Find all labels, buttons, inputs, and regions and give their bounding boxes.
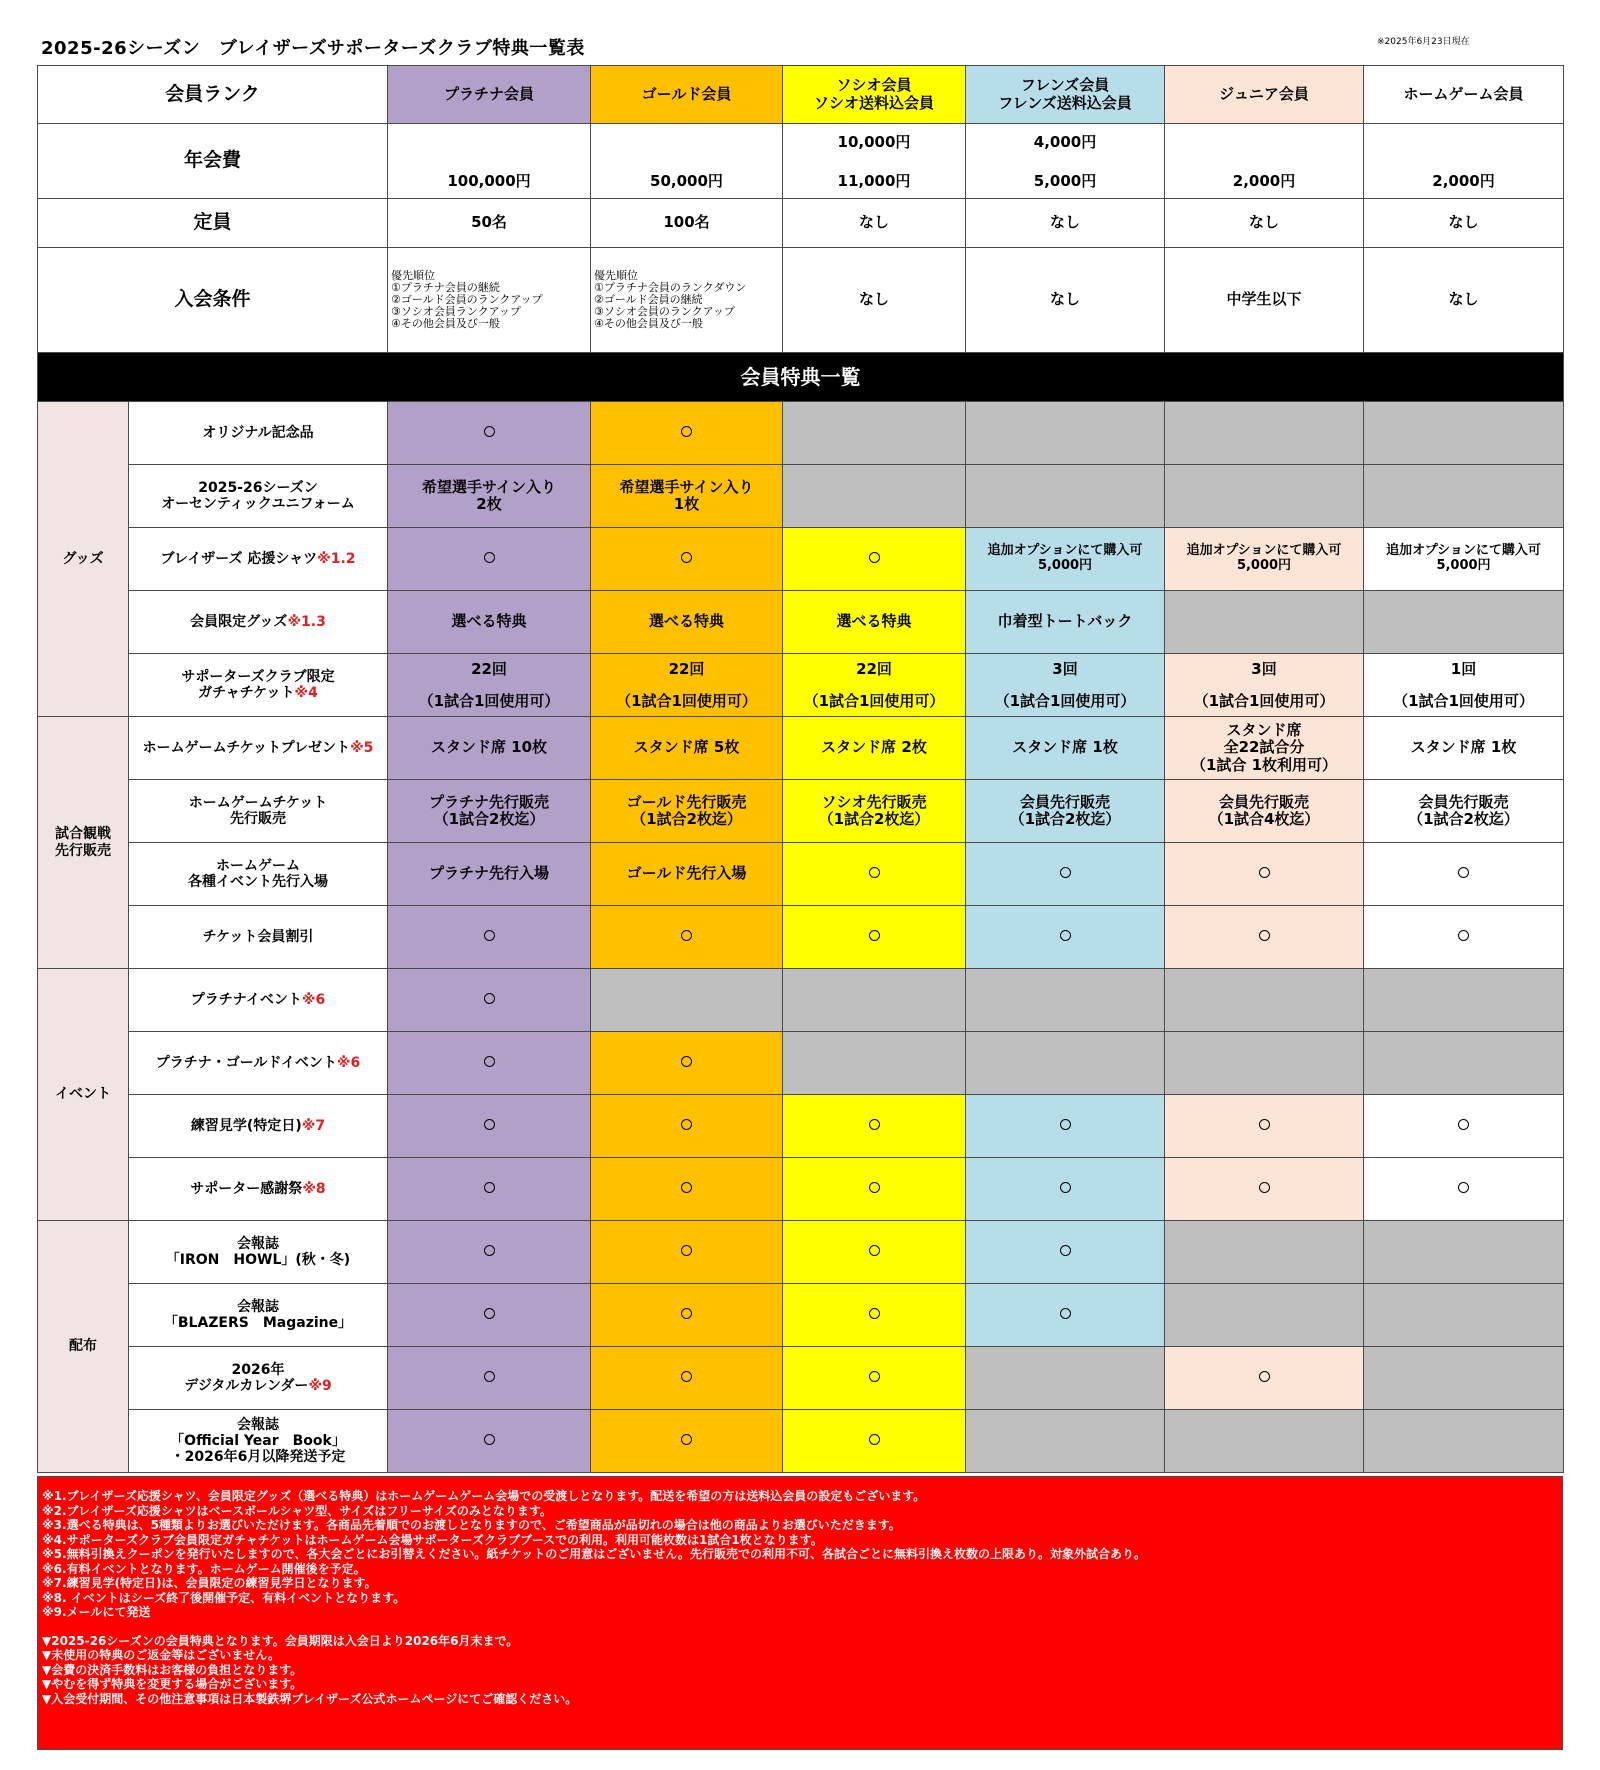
note-line: ※1.ブレイザーズ応援シャツ、会員限定グッズ（選べる特典）はホームゲームゲーム会場での受渡しとなります。配送を希望の方は送料込会員の設定もございます。 — [42, 1489, 926, 1503]
note-line: ※9.メールにて発送 — [42, 1605, 151, 1619]
circle-mark — [1259, 867, 1270, 878]
note-line: ※6.有料イベントとなります。ホームゲーム開催後を予定。 — [42, 1561, 366, 1576]
rank-home: ホームゲーム会員 — [1364, 66, 1564, 124]
gacha-count: 22回 — [668, 660, 705, 678]
row-label: プラチナ・ゴールドイベント※6 — [129, 1032, 388, 1095]
category-events: イベント — [38, 969, 129, 1221]
circle-mark — [681, 1308, 692, 1319]
uniform-gold: 希望選手サイン入り 1枚 — [591, 465, 783, 528]
circle-mark — [484, 552, 495, 563]
conditions-friends: なし — [966, 248, 1165, 353]
rank-platinum: プラチナ会員 — [388, 66, 591, 124]
circle-mark — [869, 1119, 880, 1130]
circle-mark — [484, 1119, 495, 1130]
notice-line: ▼未使用の特典のご返金等はございません。 — [42, 1648, 280, 1662]
circle-mark — [681, 1056, 692, 1067]
circle-mark — [484, 1245, 495, 1256]
notes-panel — [37, 1476, 1563, 1750]
benefits-banner: 会員特典一覧 — [38, 353, 1564, 402]
row-label: 会報誌 「BLAZERS Magazine」 — [129, 1284, 388, 1347]
capacity-value: なし — [1165, 199, 1364, 248]
capacity-value: なし — [966, 199, 1165, 248]
circle-mark — [484, 1056, 495, 1067]
circle-mark — [681, 552, 692, 563]
gacha-count: 22回 — [856, 660, 892, 678]
circle-mark — [1060, 867, 1071, 878]
circle-mark — [484, 426, 495, 437]
fee-socio-shipping: 11,000円 — [837, 171, 911, 190]
notice-line: ▼入会受付期間、その他注意事項は日本製鉄堺ブレイザーズ公式ホームページにてご確認ください。 — [42, 1691, 578, 1706]
row-label: 会報誌 「Official Year Book」 ・2026年6月以降発送予定 — [129, 1410, 388, 1473]
row-label: サポーター感謝祭※8 — [129, 1158, 388, 1221]
row-label: オリジナル記念品 — [129, 402, 388, 465]
fee-home: 2,000円 — [1432, 171, 1495, 190]
capacity-value: なし — [1364, 199, 1564, 248]
note-line: ※2.ブレイザーズ応援シャツはベースボールシャツ型、サイズはフリーサイズのみとなります。 — [42, 1503, 552, 1518]
ticket-present: スタンド席 5枚 — [591, 717, 783, 780]
note-line: ※3.選べる特典は、5種類よりお選びいただけます。各商品先着順でのお渡しとなりますので、ご希望商品が品切れの場合は他の商品よりお選びいただきます。 — [42, 1518, 901, 1532]
presale-value: 会員先行販売 （1試合2枚迄） — [966, 780, 1165, 843]
gacha-sub: （1試合1回使用可） — [1193, 691, 1335, 710]
circle-mark — [869, 552, 880, 563]
circle-mark — [869, 867, 880, 878]
note-line: ※8. イベントはシーズ終了後開催予定、有料イベントとなります。 — [42, 1590, 406, 1605]
circle-mark — [1060, 1182, 1071, 1193]
row-label: ホームゲームチケットプレゼント※5 — [129, 717, 388, 780]
ticket-present: スタンド席 全22試合分 （1試合 1枚利用可） — [1165, 717, 1364, 780]
ticket-present: スタンド席 1枚 — [966, 717, 1165, 780]
row-label: ホームゲームチケット 先行販売 — [129, 780, 388, 843]
choice-benefit: 選べる特典 — [783, 591, 966, 654]
benefits-table — [37, 65, 1564, 1473]
presale-value: 会員先行販売 （1試合4枚迄） — [1165, 780, 1364, 843]
gacha-count: 3回 — [1251, 660, 1277, 678]
rank-junior: ジュニア会員 — [1165, 66, 1364, 124]
circle-mark — [869, 1182, 880, 1193]
row-label: ホームゲーム 各種イベント先行入場 — [129, 843, 388, 906]
capacity-value: なし — [783, 199, 966, 248]
fee-friends-shipping: 5,000円 — [1033, 171, 1097, 190]
circle-mark — [1259, 930, 1270, 941]
circle-mark — [681, 426, 692, 437]
gacha-sub: （1試合1回使用可） — [803, 691, 945, 710]
row-label: 2025-26シーズン オーセンティックユニフォーム — [129, 465, 388, 528]
rank-gold: ゴールド会員 — [591, 66, 783, 124]
ticket-present: スタンド席 2枚 — [783, 717, 966, 780]
row-label: 会員限定グッズ※1.3 — [129, 591, 388, 654]
tote-bag: 巾着型トートバック — [966, 591, 1165, 654]
row-label: 2026年 デジタルカレンダー※9 — [129, 1347, 388, 1410]
notice-line: ▼2025-26シーズンの会員特典となります。会員期限は入会日より2026年6月末まで。 — [42, 1633, 519, 1648]
category-games: 試合観戦 先行販売 — [38, 717, 129, 969]
note-line: ※5.無料引換えクーポンを発行いたしますので、各大会ごとにお引替えください。紙チケットのご用意はございません。先行販売での利用不可、各試合ごとに無料引換え枚数の上限あり。対象外試合あり。 — [42, 1547, 1146, 1561]
early-entry-platinum: プラチナ先行入場 — [388, 843, 591, 906]
circle-mark — [484, 1182, 495, 1193]
circle-mark — [869, 1371, 880, 1382]
page-title: 2025-26シーズン ブレイザーズサポーターズクラブ特典一覧表 — [41, 38, 585, 59]
gacha-sub: （1試合1回使用可） — [994, 691, 1136, 710]
presale-value: ソシオ先行販売 （1試合2枚迄） — [783, 780, 966, 843]
conditions-platinum: 優先順位 ①プラチナ会員の継続 ②ゴールド会員のランクアップ ③ソシオ会員ランクアップ ④その他会員及び一般 — [388, 248, 591, 353]
shirt-option: 追加オプションにて購入可 5,000円 — [966, 528, 1165, 591]
circle-mark — [869, 1434, 880, 1445]
choice-benefit: 選べる特典 — [388, 591, 591, 654]
category-distribution: 配布 — [38, 1221, 129, 1473]
shirt-option: 追加オプションにて購入可 5,000円 — [1165, 528, 1364, 591]
fee-friends: 4,000円 — [1033, 133, 1097, 151]
gacha-sub: （1試合1回使用可） — [1393, 691, 1534, 710]
circle-mark — [1259, 1371, 1270, 1382]
fee-junior: 2,000円 — [1232, 171, 1296, 190]
row-label: ブレイザーズ 応援シャツ※1.2 — [129, 528, 388, 591]
presale-value: ゴールド先行販売 （1試合2枚迄） — [591, 780, 783, 843]
conditions-home: なし — [1364, 248, 1564, 353]
circle-mark — [1458, 1119, 1469, 1130]
circle-mark — [869, 1245, 880, 1256]
capacity-label: 定員 — [38, 199, 388, 248]
fee-socio: 10,000円 — [837, 133, 911, 151]
circle-mark — [681, 1119, 692, 1130]
circle-mark — [484, 1371, 495, 1382]
circle-mark — [869, 1308, 880, 1319]
notice-line: ▼会費の決済手数料はお客様の負担となります。 — [42, 1662, 303, 1677]
gacha-sub: （1試合1回使用可） — [616, 691, 757, 710]
circle-mark — [484, 1308, 495, 1319]
capacity-value: 50名 — [388, 199, 591, 248]
circle-mark — [1060, 930, 1071, 941]
conditions-label: 入会条件 — [38, 248, 388, 353]
circle-mark — [1259, 1182, 1270, 1193]
note-line: ※4.サポーターズクラブ会員限定ガチャチケットはホームゲーム会場サポーターズクラブブースでの利用。利用可能枚数は1試合1枚となります。 — [42, 1532, 823, 1547]
row-label: プラチナイベント※6 — [129, 969, 388, 1032]
conditions-gold: 優先順位 ①プラチナ会員のランクダウン ②ゴールド会員の継続 ③ソシオ会員のランクアップ ④その他会員及び一般 — [591, 248, 783, 353]
row-label: 会報誌 「IRON HOWL」(秋・冬) — [129, 1221, 388, 1284]
circle-mark — [1458, 867, 1469, 878]
circle-mark — [1060, 1245, 1071, 1256]
circle-mark — [484, 1434, 495, 1445]
circle-mark — [681, 1182, 692, 1193]
conditions-junior: 中学生以下 — [1165, 248, 1364, 353]
fee-label: 年会費 — [38, 124, 388, 199]
circle-mark — [681, 1371, 692, 1382]
circle-mark — [1458, 1182, 1469, 1193]
rank-friends: フレンズ会員 フレンズ送料込会員 — [966, 66, 1165, 124]
ticket-present: スタンド席 10枚 — [388, 717, 591, 780]
fee-platinum: 100,000円 — [447, 171, 531, 190]
circle-mark — [681, 930, 692, 941]
as-of-date: ※2025年6月23日現在 — [1377, 37, 1470, 47]
circle-mark — [869, 930, 880, 941]
gacha-count: 3回 — [1052, 660, 1078, 678]
rank-label: 会員ランク — [38, 66, 388, 124]
rank-socio: ソシオ会員 ソシオ送料込会員 — [783, 66, 966, 124]
presale-value: プラチナ先行販売 （1試合2枚迄） — [388, 780, 591, 843]
circle-mark — [681, 1434, 692, 1445]
circle-mark — [681, 1245, 692, 1256]
note-line: ※7.練習見学(特定日)は、会員限定の練習見学日となります。 — [42, 1576, 377, 1590]
row-label: チケット会員割引 — [129, 906, 388, 969]
shirt-option: 追加オプションにて購入可 5,000円 — [1364, 528, 1564, 591]
ticket-present: スタンド席 1枚 — [1364, 717, 1564, 780]
presale-value: 会員先行販売 （1試合2枚迄） — [1364, 780, 1564, 843]
gacha-sub: （1試合1回使用可） — [418, 691, 560, 710]
circle-mark — [1259, 1119, 1270, 1130]
category-goods: グッズ — [38, 402, 129, 717]
fee-gold: 50,000円 — [650, 171, 723, 190]
circle-mark — [1458, 930, 1469, 941]
circle-mark — [1060, 1119, 1071, 1130]
notice-line: ▼やむを得ず特典を変更する場合がございます。 — [42, 1677, 303, 1691]
circle-mark — [484, 993, 495, 1004]
gacha-count: 22回 — [471, 660, 507, 678]
row-label: 練習見学(特定日)※7 — [129, 1095, 388, 1158]
gacha-count: 1回 — [1450, 660, 1477, 678]
uniform-platinum: 希望選手サイン入り 2枚 — [388, 465, 591, 528]
row-label: サポーターズクラブ限定 ガチャチケット※4 — [129, 654, 388, 717]
conditions-socio: なし — [783, 248, 966, 353]
circle-mark — [1060, 1308, 1071, 1319]
capacity-value: 100名 — [591, 199, 783, 248]
choice-benefit: 選べる特典 — [591, 591, 783, 654]
early-entry-gold: ゴールド先行入場 — [591, 843, 783, 906]
circle-mark — [484, 930, 495, 941]
